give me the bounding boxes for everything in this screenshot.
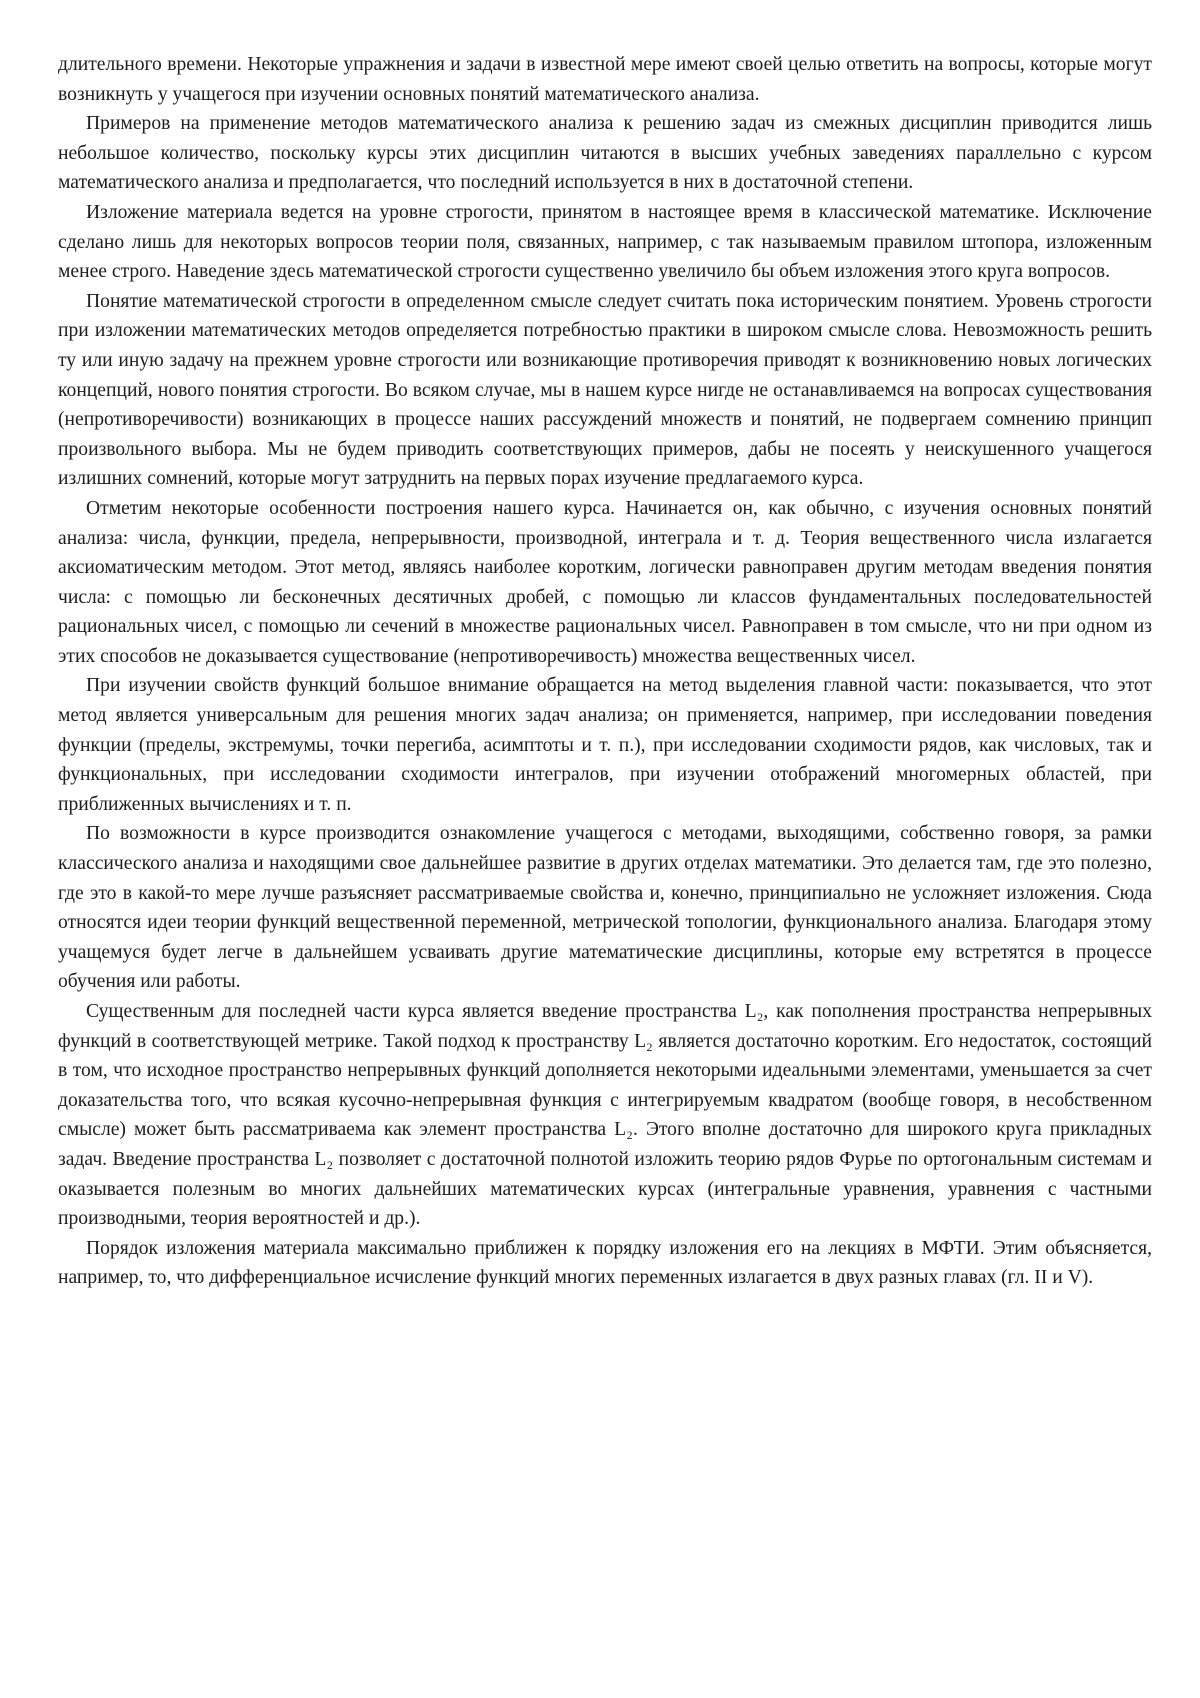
- paragraph-9: Порядок изложения материала максимально приближен к порядку изложения его на лекциях в МФТИ. Этим объясняется, например, то, что дифференциальное исчисление функций многих переменных излагается в двух разных главах (гл. II и V).: [58, 1237, 1152, 1289]
- paragraph-4: Понятие математической строгости в определенном смысле следует считать пока историческим понятием. Уровень строгости при изложении математических методов определяется потребностью практики в широком смысле слова. Невозможность решить ту или иную задачу на прежнем уровне строгости или возникающие противоречия приводят к возникновению новых логических концепций, нового понятия строгости. Во всяком случае, мы в нашем курсе нигде не останавливаемся на вопросах существования (непротиворечивости) возникающих в процессе наших рассуждений множеств и понятий, не подвергаем сомнению принцип произвольного выбора. Мы не будем приводить соответствующих примеров, дабы не посеять у неискушенного учащегося излишних сомнений, которые могут затруднить на первых порах изучение предлагаемого курса.: [58, 290, 1152, 490]
- paragraph-7: По возможности в курсе производится ознакомление учащегося с методами, выходящими, собственно говоря, за рамки классического анализа и находящими свое дальнейшее развитие в других отделах математики. Это делается там, где это полезно, где это в какой-то мере лучше разъясняет рассматриваемые свойства и, конечно, принципиально не усложняет изложения. Сюда относятся идеи теории функций вещественной переменной, метрической топологии, функционального анализа. Благодаря этому учащемуся будет легче в дальнейшем усваивать другие математические дисциплины, которые ему встретятся в процессе обучения или работы.: [58, 823, 1152, 993]
- paragraph-3: Изложение материала ведется на уровне строгости, принятом в настоящее время в классической математике. Исключение сделано лишь для некоторых вопросов теории поля, связанных, например, с так называемым правилом штопора, изложенным менее строго. Наведение здесь математической строгости существенно увеличило бы объем изложения этого круга вопросов.: [58, 201, 1152, 283]
- paragraph-2: Примеров на применение методов математического анализа к решению задач из смежных дисциплин приводится лишь небольшое количество, поскольку курсы этих дисциплин читаются в высших учебных заведениях параллельно с курсом математического анализа и предполагается, что последний используется в них в достаточной степени.: [58, 113, 1152, 194]
- paragraph-6: При изучении свойств функций большое внимание обращается на метод выделения главной части: показывается, что этот метод является универсальным для решения многих задач анализа; он применяется, например, при исследовании поведения функции (пределы, экстремумы, точки перегиба, асимптоты и т. п.), при исследовании сходимости рядов, как числовых, так и функциональных, при исследовании сходимости интегралов, при изучении отображений многомерных областей, при приближенных вычислениях и т. п.: [58, 675, 1152, 815]
- paragraph-8: Существенным для последней части курса является введение пространства L₂, как пополнения пространства непрерывных функций в соответствующей метрике. Такой подход к пространству L₂ является достаточно коротким. Его недостаток, состоящий в том, что исходное пространство непрерывных функций дополняется некоторыми идеальными элементами, уменьшается за счет доказательства того, что всякая кусочно-непрерывная функция с интегрируемым квадратом (вообще говоря, в несобственном смысле) может быть рассматриваема как элемент пространства L₂. Этого вполне достаточно для широкого круга прикладных задач. Введение пространства L₂ позволяет с достаточной полнотой изложить теорию рядов Фурье по ортогональным системам и оказывается полезным во многих дальнейших математических курсах (интегральные уравнения, уравнения с частными производными, теория вероятностей и др.).: [58, 1001, 1152, 1230]
- paragraph-1: длительного времени. Некоторые упражнения и задачи в известной мере имеют своей целью ответить на вопросы, которые могут возникнуть у учащегося при изучении основных понятий математического анализа.: [58, 54, 1152, 105]
- document-body: [58, 50, 1152, 1293]
- paragraph-5: Отметим некоторые особенности построения нашего курса. Начинается он, как обычно, с изучения основных понятий анализа: числа, функции, предела, непрерывности, производной, интеграла и т. д. Теория вещественного числа излагается аксиоматическим методом. Этот метод, являясь наиболее коротким, логически равноправен другим методам введения понятия числа: с помощью ли бесконечных десятичных дробей, с помощью ли классов фундаментальных последовательностей рациональных чисел, с помощью ли сечений в множестве рациональных чисел. Равноправен в том смысле, что ни при одном из этих способов не доказывается существование (непротиворечивость) множества вещественных чисел.: [58, 497, 1152, 667]
